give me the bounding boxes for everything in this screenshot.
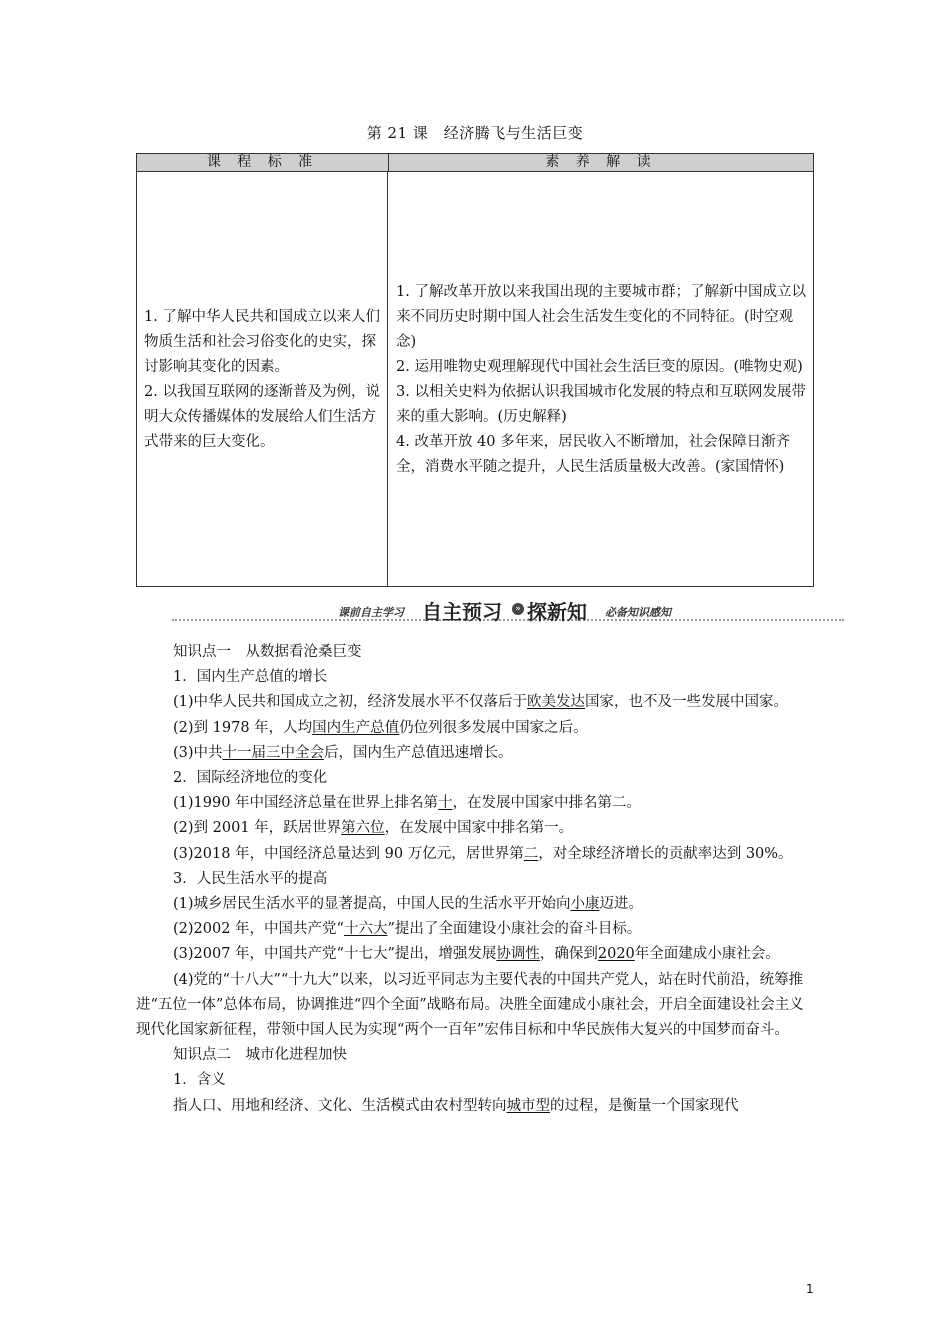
interpretation-item: 4. 改革开放 40 多年来，居民收入不断增加，社会保障日渐齐全，消费水平随之提升，人民生活质量极大改善。(家国情怀) (396, 433, 791, 475)
banner-right-caption: 必备知识感知 (605, 606, 671, 619)
page-number: 1 (806, 1282, 814, 1296)
table-body-row (137, 172, 813, 587)
fill-blank-answer: 第六位 (341, 820, 385, 837)
literacy-interpretation-cell (388, 172, 813, 587)
fill-blank-answer: 国内生产总值 (312, 719, 400, 736)
banner-left-caption: 课前自主学习 (338, 606, 404, 619)
fill-blank-answer: 二 (523, 845, 539, 862)
fill-blank-answer: 2020 (597, 946, 635, 963)
page-title: 第 21 课 经济腾飞与生活巨变 (366, 124, 584, 142)
paragraph: (2)到 2001 年，跃居世界第六位，在发展中国家中排名第一。 (173, 820, 574, 837)
paragraph: (1)中华人民共和国成立之初，经济发展水平不仅落后于欧美发达国家，也不及一些发展中国家。 (173, 694, 789, 711)
curriculum-table (136, 153, 814, 587)
paragraph: 指人口、用地和经济、文化、生活模式由农村型转向城市型的过程，是衡量一个国家现代 (173, 1097, 739, 1114)
section-heading: 1．含义 (173, 1072, 226, 1089)
header-curriculum-standard: 课 程 标 准 (137, 154, 389, 171)
fill-blank-answer: 十六大 (343, 921, 388, 938)
paragraph: (1)1990 年中国经济总量在世界上排名第十，在发展中国家中排名第二。 (173, 795, 642, 812)
table-header-row (137, 154, 813, 172)
interpretation-item: 3. 以相关史料为依据认识我国城市化发展的特点和互联网发展带来的重大影响。(历史解释) (396, 383, 806, 425)
paragraph: (3)中共十一届三中全会后，国内生产总值迅速增长。 (173, 744, 513, 761)
paragraph: (3)2018 年，中国经济总量达到 90 万亿元，居世界第二，对全球经济增长的贡献率达到 30%。 (173, 845, 793, 862)
header-literacy-interpretation: 素 养 解 读 (545, 154, 657, 170)
paragraph: (2)到 1978 年，人均国内生产总值仍位列很多发展中国家之后。 (173, 719, 588, 736)
fill-blank-answer: 十一届三中全会 (222, 744, 325, 761)
paragraph: (3)2007 年，中国共产党“十七大”提出，增强发展协调性，确保到2020年全面建成小康社会。 (173, 946, 780, 963)
double-arrow-icon: » (512, 603, 524, 615)
knowledge-point-heading: 知识点一 从数据看沧桑巨变 (173, 644, 362, 660)
section-heading: 1．国内生产总值的增长 (173, 669, 328, 686)
paragraph: (1)城乡居民生活水平的显著提高，中国人民的生活水平开始向小康迈进。 (173, 896, 644, 913)
banner-title-part2: 探新知 (527, 600, 587, 624)
section-heading: 3．人民生活水平的提高 (173, 870, 328, 887)
standard-item: 1. 了解中华人民共和国成立以来人们物质生活和社会习俗变化的史实，探讨影响其变化的因素。 (144, 308, 380, 375)
fill-blank-answer: 城市型 (506, 1097, 550, 1114)
fill-blank-answer: 欧美发达 (527, 694, 586, 711)
fill-blank-answer: 协调性 (496, 946, 540, 963)
paragraph: (4)党的“十八大”“十九大”以来，以习近平同志为主要代表的中国共产党人，站在时代前沿，统筹推进“五位一体”总体布局，协调推进“四个全面”战略布局。决胜全面建成小康社会，开启全面建设社会主义现代化国家新征程，带领中国人民为实现“两个一百年”宏伟目标和中华民族伟大复兴的中国梦而奋斗。 (136, 971, 804, 1039)
standard-item: 2. 以我国互联网的逐渐普及为例，说明大众传播媒体的发展给人们生活方式带来的巨大变化。 (144, 383, 380, 450)
curriculum-standard-cell (137, 172, 388, 587)
banner-title-part1: 自主预习 (422, 600, 502, 624)
fill-blank-answer: 小康 (570, 896, 600, 913)
knowledge-point-heading: 知识点二 城市化进程加快 (173, 1047, 347, 1064)
section-heading: 2．国际经济地位的变化 (173, 770, 328, 787)
paragraph: (2)2002 年，中国共产党“十六大”提出了全面建设小康社会的奋斗目标。 (173, 921, 642, 938)
main-content (136, 640, 816, 1119)
section-banner (172, 598, 844, 622)
fill-blank-answer: 十 (438, 795, 453, 812)
interpretation-item: 2. 运用唯物史观理解现代中国社会生活巨变的原因。(唯物史观) (396, 358, 803, 375)
interpretation-item: 1. 了解改革开放以来我国出现的主要城市群；了解新中国成立以来不同历史时期中国人社会生活发生变化的不同特征。(时空观念) (396, 283, 806, 350)
banner-divider (172, 619, 844, 621)
